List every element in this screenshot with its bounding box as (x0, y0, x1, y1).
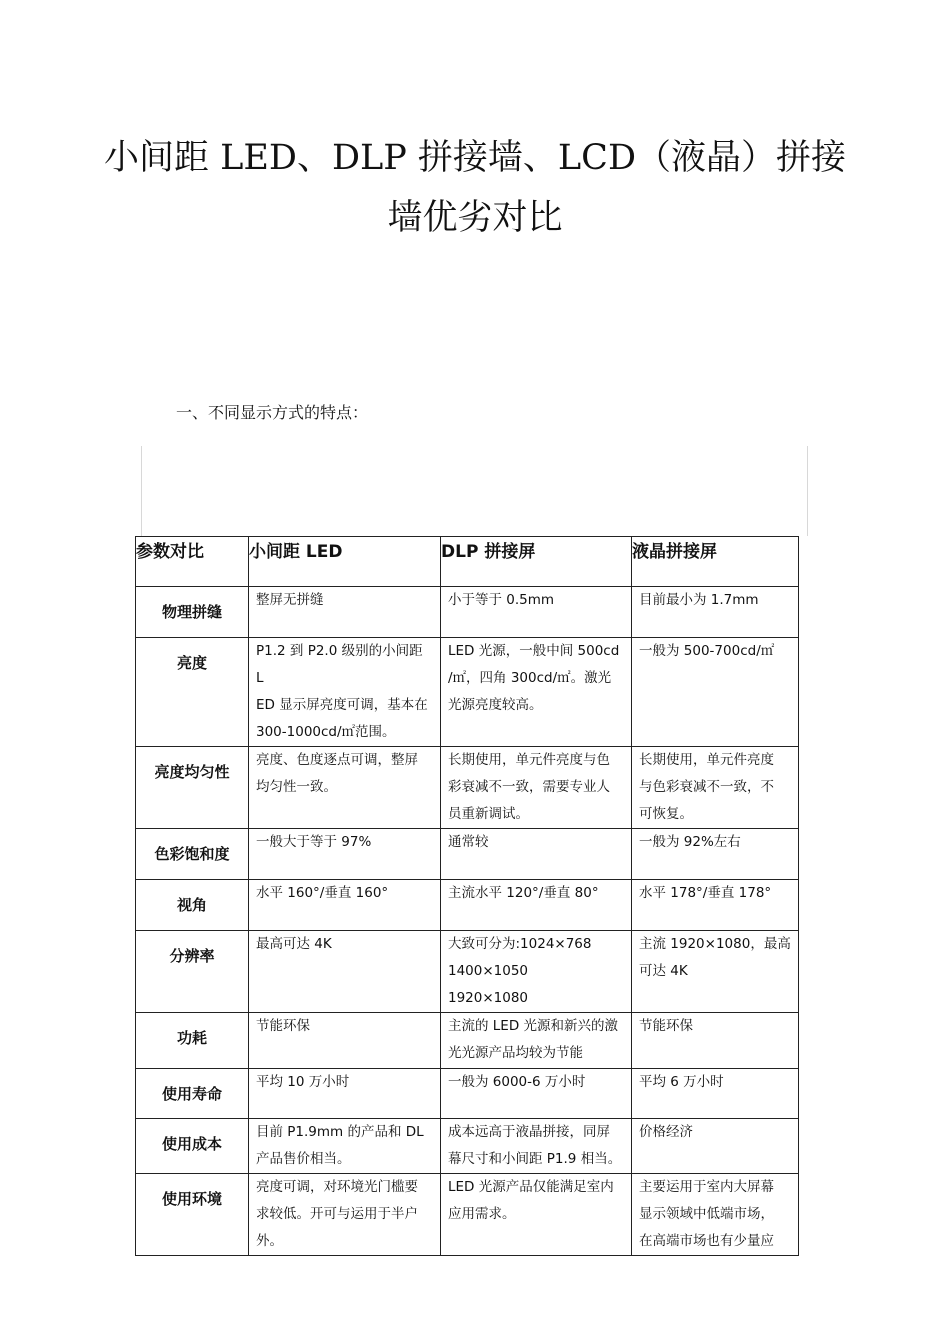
table-row (136, 1119, 799, 1174)
cell-line: 可达 4K (639, 963, 688, 979)
table-cell (632, 829, 799, 880)
table-cell (441, 1069, 632, 1119)
cell-line: 价格经济 (639, 1124, 693, 1140)
cell-line: 长期使用，单元件亮度与色 (448, 752, 610, 768)
table-cell (441, 1174, 632, 1256)
table-row (136, 829, 799, 880)
cell-line: 目前最小为 1.7mm (639, 592, 759, 608)
cell-line: 员重新调试。 (448, 806, 529, 822)
row-label: 色彩饱和度 (136, 829, 249, 880)
cell-line: 求较低。开可与运用于半户 (256, 1206, 418, 1222)
cell-line: 成本远高于液晶拼接，同屏 (448, 1124, 610, 1140)
cell-line: 光源亮度较高。 (448, 697, 543, 713)
table-cell (441, 1119, 632, 1174)
row-label: 使用寿命 (136, 1069, 249, 1119)
table-row (136, 1069, 799, 1119)
cell-line: 节能环保 (639, 1018, 693, 1034)
cell-line: 平均 6 万小时 (639, 1074, 724, 1090)
table-cell (441, 638, 632, 747)
table-cell (632, 638, 799, 747)
table-cell (249, 587, 441, 638)
table-cell (632, 1013, 799, 1069)
table-cell (632, 931, 799, 1013)
cell-line: 幕尺寸和小间距 P1.9 相当。 (448, 1151, 622, 1167)
cell-line: 外。 (256, 1233, 283, 1249)
table-cell (441, 931, 632, 1013)
table-cell (632, 1174, 799, 1256)
cell-line: 亮度、色度逐点可调，整屏 (256, 752, 418, 768)
table-row (136, 880, 799, 931)
table-cell (249, 747, 441, 829)
comparison-table (135, 536, 799, 1256)
empty-figure-frame (141, 446, 808, 536)
cell-line: 一般为 500-700cd/㎡ (639, 643, 775, 659)
cell-line: 光光源产品均较为节能 (448, 1045, 583, 1061)
document-title-line-2: 墙优劣对比 (387, 198, 563, 238)
row-label: 功耗 (136, 1013, 249, 1069)
table-cell (249, 1069, 441, 1119)
row-label: 分辨率 (136, 931, 249, 1013)
cell-line: 水平 160°/垂直 160° (256, 885, 389, 901)
header-dlp: DLP 拼接屏 (441, 537, 632, 587)
section-heading: 一、不同显示方式的特点： (176, 403, 369, 422)
cell-line: 整屏无拼缝 (256, 592, 324, 608)
cell-line: 主流的 LED 光源和新兴的激 (448, 1018, 619, 1034)
cell-line: 主流水平 120°/垂直 80° (448, 885, 599, 901)
row-label: 使用成本 (136, 1119, 249, 1174)
cell-line: /㎡，四角 300cd/㎡。激光 (448, 670, 612, 686)
table-row (136, 747, 799, 829)
table-cell (249, 638, 441, 747)
table-cell (632, 1069, 799, 1119)
table-cell (632, 747, 799, 829)
cell-line: 长期使用，单元件亮度 (639, 752, 774, 768)
cell-line: 在高端市场也有少量应 (639, 1233, 774, 1249)
table-cell (249, 931, 441, 1013)
cell-line: 一般为 92%左右 (639, 834, 741, 850)
document-title-line-1: 小间距 LED、DLP 拼接墙、LCD（液晶）拼接 (103, 138, 847, 178)
row-label: 亮度均匀性 (136, 747, 249, 829)
row-label: 视角 (136, 880, 249, 931)
cell-line: 节能环保 (256, 1018, 310, 1034)
cell-line: 亮度可调，对环境光门槛要 (256, 1179, 418, 1195)
row-label: 使用环境 (136, 1174, 249, 1256)
cell-line: ED 显示屏亮度可调，基本在 (256, 697, 428, 713)
table-cell (441, 829, 632, 880)
table-cell (632, 1119, 799, 1174)
cell-line: 一般大于等于 97% (256, 834, 372, 850)
table-cell (441, 1013, 632, 1069)
cell-line: 可恢复。 (639, 806, 693, 822)
row-label: 物理拼缝 (136, 587, 249, 638)
cell-line: 通常较 (448, 834, 489, 850)
table-row (136, 638, 799, 747)
cell-line: 1920×1080 (448, 990, 529, 1006)
table-row (136, 931, 799, 1013)
row-label: 亮度 (136, 638, 249, 747)
table-cell (249, 1119, 441, 1174)
cell-line: 应用需求。 (448, 1206, 516, 1222)
table-cell (441, 880, 632, 931)
cell-line: 主要运用于室内大屏幕 (639, 1179, 774, 1195)
table-cell (249, 1013, 441, 1069)
cell-line: 彩衰减不一致，需要专业人 (448, 779, 610, 795)
table-row (136, 587, 799, 638)
cell-line: 平均 10 万小时 (256, 1074, 350, 1090)
table-row (136, 1013, 799, 1069)
cell-line: 小于等于 0.5mm (448, 592, 555, 608)
cell-line: 产品售价相当。 (256, 1151, 351, 1167)
header-lcd: 液晶拼接屏 (632, 537, 799, 587)
cell-line: LED 光源产品仅能满足室内 (448, 1179, 614, 1195)
cell-line: 均匀性一致。 (256, 779, 337, 795)
table-header-row (136, 537, 799, 587)
table-cell (632, 880, 799, 931)
table-cell (249, 880, 441, 931)
table-row (136, 1174, 799, 1256)
table-body (136, 587, 799, 1256)
cell-line: 目前 P1.9mm 的产品和 DL (256, 1124, 424, 1140)
header-param: 参数对比 (136, 537, 249, 587)
cell-line: 最高可达 4K (256, 936, 332, 952)
cell-line: 主流 1920×1080，最高 (639, 936, 791, 952)
header-led: 小间距 LED (249, 537, 441, 587)
table-cell (441, 747, 632, 829)
cell-line: 与色彩衰减不一致，不 (639, 779, 774, 795)
table-cell (249, 829, 441, 880)
cell-line: 大致可分为:1024×768 (448, 936, 592, 952)
table-cell (249, 1174, 441, 1256)
cell-line: 显示领域中低端市场， (639, 1206, 774, 1222)
cell-line: 水平 178°/垂直 178° (639, 885, 772, 901)
cell-line: 1400×1050 (448, 963, 529, 979)
cell-line: LED 光源，一般中间 500cd (448, 643, 620, 659)
cell-line: 300-1000cd/㎡范围。 (256, 724, 396, 740)
table-cell (441, 587, 632, 638)
cell-line: P1.2 到 P2.0 级别的小间距 L (256, 643, 423, 686)
table-cell (632, 587, 799, 638)
cell-line: 一般为 6000-6 万小时 (448, 1074, 586, 1090)
